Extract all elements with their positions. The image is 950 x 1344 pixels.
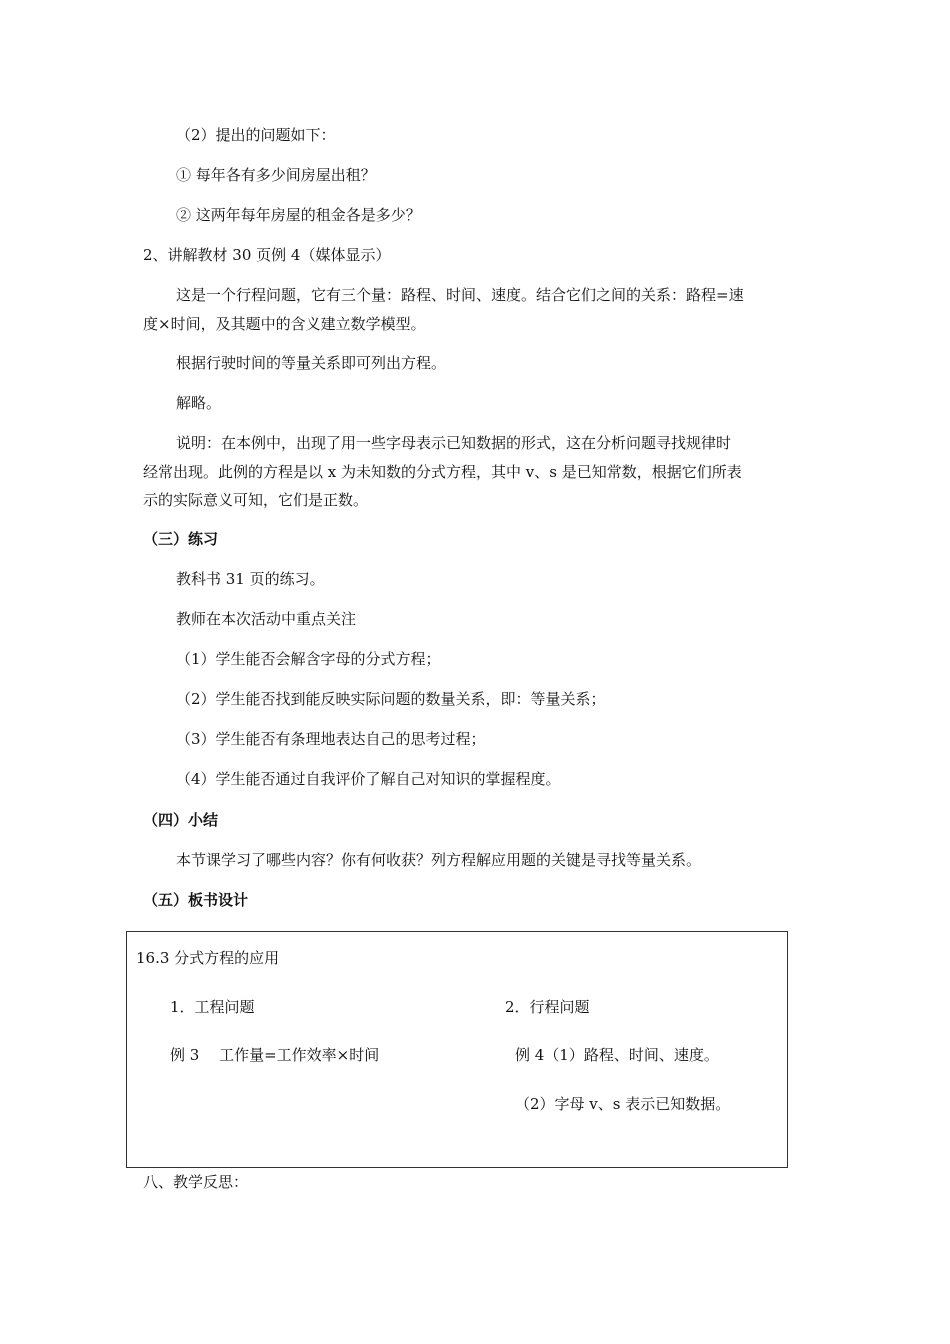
practice-text: 教科书 31 页的练习。 xyxy=(176,570,325,588)
paragraph-line: 解略。 xyxy=(176,394,222,412)
paragraph-line: 这是一个行程问题，它有三个量：路程、时间、速度。结合它们之间的关系：路程=速 xyxy=(176,286,744,304)
practice-item: （1）学生能否会解含字母的分式方程； xyxy=(176,650,441,668)
section-item-2: 2、讲解教材 30 页例 4（媒体显示） xyxy=(143,246,391,264)
summary-heading: （四）小结 xyxy=(143,811,219,829)
paragraph-line: 根据行驶时间的等量关系即可列出方程。 xyxy=(176,354,447,372)
board-right-example-2: （2）字母 v、s 表示已知数据。 xyxy=(515,1095,731,1113)
board-design-box xyxy=(126,931,788,1168)
question-intro: （2）提出的问题如下： xyxy=(176,126,336,144)
practice-item: （3）学生能否有条理地表达自己的思考过程； xyxy=(176,730,486,748)
board-title: 16.3 分式方程的应用 xyxy=(136,949,280,967)
practice-text: 教师在本次活动中重点关注 xyxy=(176,610,357,628)
summary-text: 本节课学习了哪些内容？你有何收获？列方程解应用题的关键是寻找等量关系。 xyxy=(176,851,702,869)
board-right-example-1: 例 4（1）路程、时间、速度。 xyxy=(515,1046,719,1064)
practice-item: （4）学生能否通过自我评价了解自己对知识的掌握程度。 xyxy=(176,770,561,788)
question-2: ② 这两年每年房屋的租金各是多少？ xyxy=(176,206,421,224)
board-heading: （五）板书设计 xyxy=(143,891,249,909)
reflection-heading: 八、教学反思： xyxy=(143,1173,249,1191)
paragraph-line: 说明：在本例中，出现了用一些字母表示已知数据的形式，这在分析问题寻找规律时 xyxy=(176,434,732,452)
paragraph-line: 经常出现。此例的方程是以 x 为未知数的分式方程，其中 v、s 是已知常数，根据它们所表 xyxy=(143,463,742,481)
question-1: ① 每年各有多少间房屋出租？ xyxy=(176,166,376,184)
paragraph-line: 示的实际意义可知，它们是正数。 xyxy=(143,491,369,509)
practice-item: （2）学生能否找到能反映实际问题的数量关系，即：等量关系； xyxy=(176,690,606,708)
board-left-example: 例 3 工作量=工作效率×时间 xyxy=(170,1046,380,1064)
practice-heading: （三）练习 xyxy=(143,530,219,548)
board-right-title: 2．行程问题 xyxy=(505,998,590,1016)
paragraph-line: 度×时间，及其题中的含义建立数学模型。 xyxy=(143,315,426,333)
board-left-title: 1．工程问题 xyxy=(170,998,255,1016)
